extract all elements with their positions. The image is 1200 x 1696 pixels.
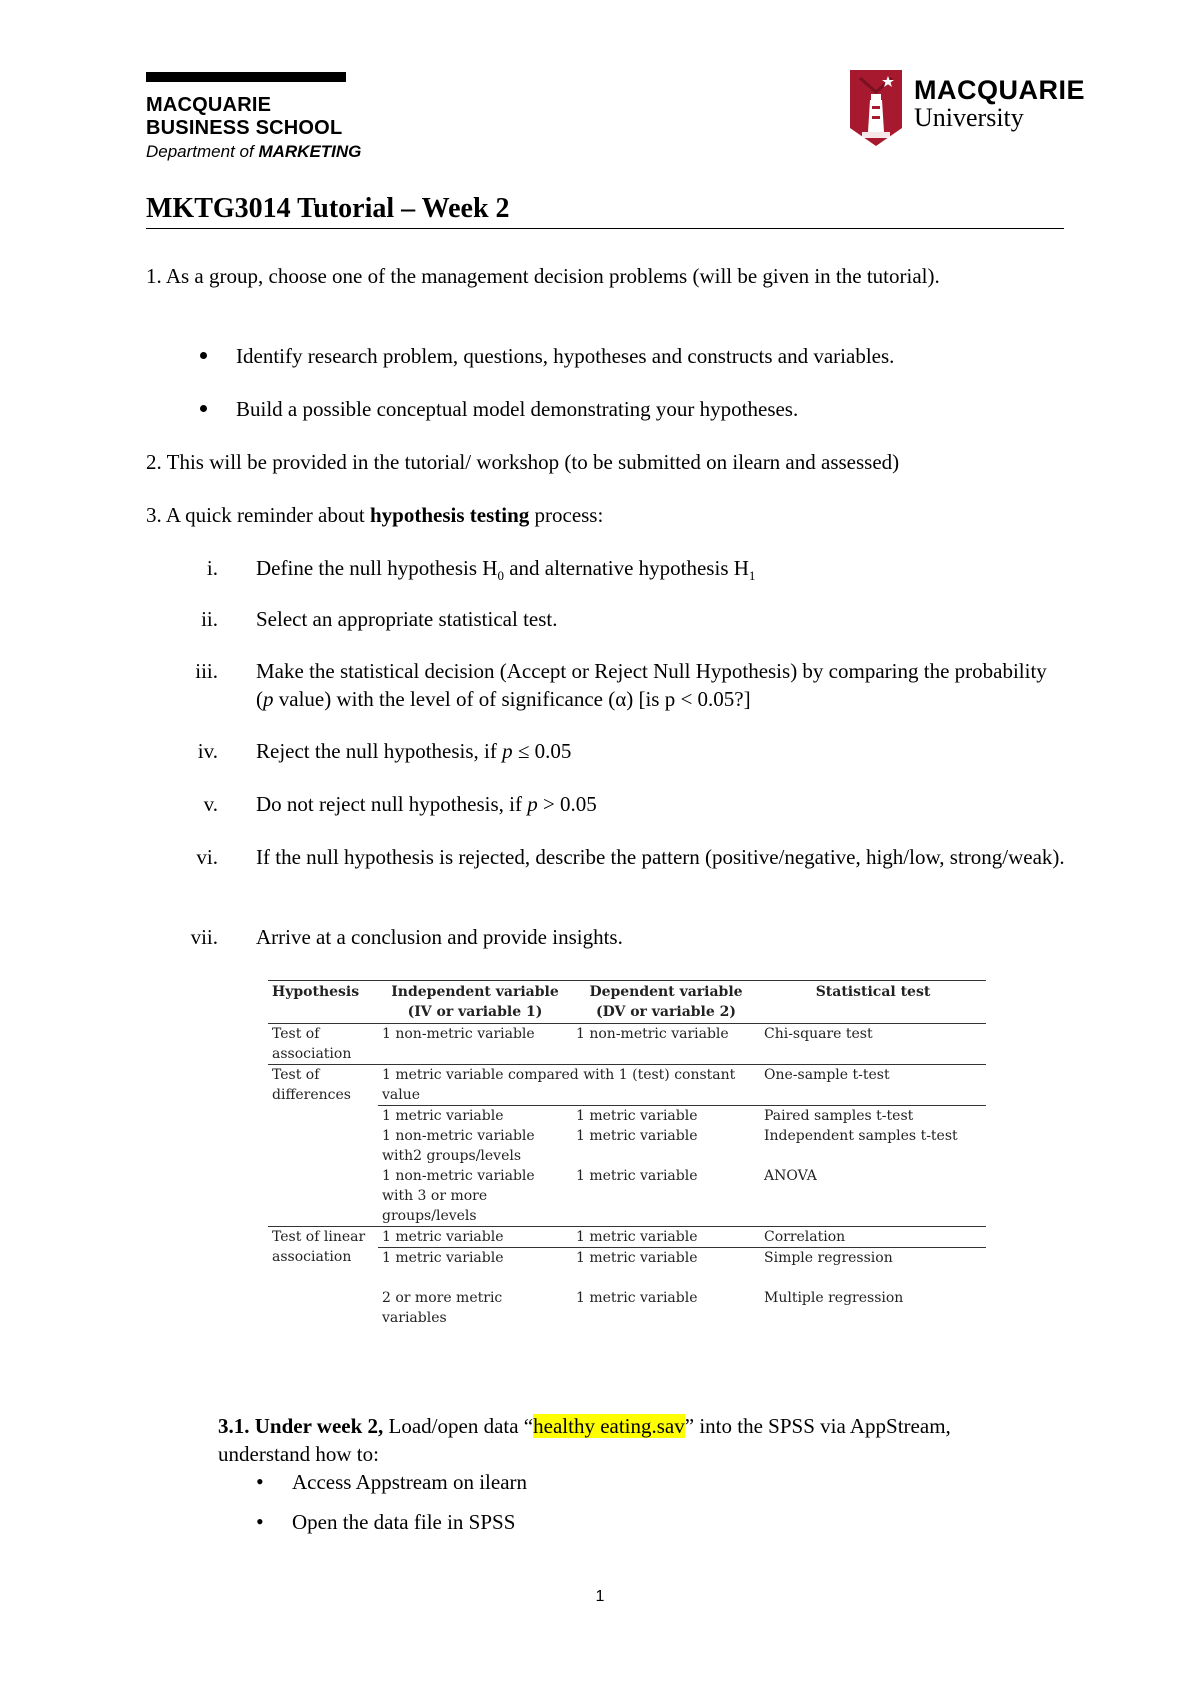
item-1-bullet-1: Identify research problem, questions, hypotheses and constructs and variables. [236, 344, 895, 368]
cell-dv: 1 metric variable [576, 1128, 698, 1144]
step-number: ii. [201, 607, 218, 631]
cell-iv: 1 metric variable [382, 1229, 504, 1245]
step-number: iv. [197, 739, 218, 763]
cell-test: Correlation [764, 1229, 846, 1245]
step-4-text [256, 737, 1066, 765]
cell-test: ANOVA [764, 1168, 817, 1184]
step-text: Do not reject null hypothesis, if [256, 792, 528, 816]
step-subscript: 0 [497, 568, 504, 584]
step-number: vii. [190, 925, 218, 949]
file-name-highlight: healthy eating.sav [533, 1414, 685, 1438]
cell-test: Chi-square test [764, 1026, 873, 1042]
item-3-bold: hypothesis testing [369, 503, 530, 527]
cell-dv: 1 non-metric variable [576, 1026, 729, 1042]
step-3-text [256, 657, 1066, 713]
cell-dv: 1 metric variable [576, 1229, 698, 1245]
logo-bar [146, 72, 346, 82]
table-row [268, 1024, 986, 1065]
step-text: ≤ 0.05 [512, 739, 572, 763]
cell-test: Paired samples t-test [760, 1106, 986, 1127]
step-text: Reject the null hypothesis, if [256, 739, 503, 763]
cell-hypothesis: Test of differences [272, 1067, 351, 1103]
table-row [268, 1065, 986, 1106]
step-number: v. [203, 792, 218, 816]
step-text: > 0.05 [537, 792, 597, 816]
cell-hypothesis: Test of association [272, 1026, 352, 1062]
step-italic: p [502, 739, 513, 763]
section-3-1-text [218, 1412, 978, 1468]
section-3-1-text-a: Load/open data “ [383, 1414, 534, 1438]
step-5-text [256, 790, 1066, 818]
section-3-1-bullet-2: Open the data file in SPSS [292, 1510, 516, 1534]
university-name: MACQUARIE [914, 75, 1085, 105]
header-independent: Independent variable (IV or variable 1) [391, 984, 559, 1020]
university-sub: University [914, 103, 1024, 132]
step-1-text [256, 554, 1066, 590]
dept-name: MARKETING [258, 142, 362, 161]
step-italic: p [263, 687, 274, 711]
cell-iv: 1 non-metric variable with2 groups/levels [382, 1128, 535, 1164]
page-number: 1 [595, 1588, 605, 1605]
university-logo [850, 70, 1085, 146]
cell-dv: 1 metric variable [572, 1106, 760, 1127]
cell-iv: 1 metric variable [378, 1248, 572, 1289]
step-7-text: Arrive at a conclusion and provide insights. [256, 925, 623, 949]
item-2-text: 2. This will be provided in the tutorial/ workshop (to be submitted on ilearn and assessed) [146, 450, 900, 474]
item-3-suffix: process: [529, 503, 604, 527]
step-text: Define the null hypothesis H [256, 556, 498, 580]
logo-school-line1: MACQUARIE [146, 94, 272, 116]
cell-iv-dv: 1 metric variable compared with 1 (test) constant value [382, 1067, 736, 1103]
bullet-dot-icon: • [256, 1509, 264, 1534]
section-3-1-bullet-1: Access Appstream on ilearn [292, 1470, 528, 1494]
item-1-bullet-2: Build a possible conceptual model demonstrating your hypotheses. [236, 397, 799, 421]
cell-iv: 1 metric variable [378, 1106, 572, 1127]
table-row [268, 1227, 986, 1248]
section-3-1-text-b: ” into the SPSS via AppStream, understand how to: [218, 1414, 951, 1466]
step-6-text: If the null hypothesis is rejected, describe the pattern (positive/negative, high/low, strong/weak). [256, 845, 1065, 869]
business-school-logo [146, 72, 361, 164]
university-wordmark [914, 76, 1085, 132]
step-italic: p [527, 792, 538, 816]
cell-iv: 2 or more metric variables [382, 1290, 503, 1326]
cell-test: One-sample t-test [764, 1067, 890, 1083]
table-header-row [268, 981, 986, 1024]
bullet-dot-icon [200, 405, 207, 412]
cell-test: Multiple regression [764, 1290, 904, 1306]
step-number: vi. [196, 845, 218, 869]
logo-department [146, 140, 361, 164]
step-2-text: Select an appropriate statistical test. [256, 607, 558, 631]
item-3-prefix: 3. A quick reminder about [146, 503, 370, 527]
step-text: Make the statistical decision (Accept or Reject Null Hypothesis) by comparing the probability ( [256, 659, 1047, 711]
cell-iv: 1 non-metric variable [382, 1026, 535, 1042]
bullet-dot-icon [200, 352, 207, 359]
document-title: MKTG3014 Tutorial – Week 2 [146, 192, 1064, 229]
cell-dv: 1 metric variable [572, 1248, 760, 1289]
cell-test: Independent samples t-test [764, 1128, 958, 1144]
cell-dv: 1 metric variable [576, 1168, 698, 1184]
step-text: and alternative hypothesis H [503, 556, 749, 580]
header-hypothesis: Hypothesis [272, 984, 360, 1000]
section-3-1-bold: 3.1. Under week 2, [218, 1414, 384, 1438]
step-text: value) with the level of of significance (α) [is p < 0.05?] [273, 687, 751, 711]
dept-prefix: Department of [146, 142, 254, 161]
item-3-text [146, 501, 1064, 529]
bullet-dot-icon: • [256, 1469, 264, 1494]
cell-test: Simple regression [760, 1248, 986, 1289]
step-number: iii. [195, 659, 218, 683]
header-dependent: Dependent variable (DV or variable 2) [589, 984, 743, 1020]
item-1-text: 1. As a group, choose one of the management decision problems (will be given in the tutorial). [146, 264, 940, 288]
header-test: Statistical test [815, 984, 931, 1000]
step-number: i. [206, 556, 218, 580]
cell-iv: 1 non-metric variable with 3 or more groups/levels [382, 1168, 535, 1224]
cell-hypothesis: Test of linear association [272, 1229, 366, 1265]
statistical-test-table [268, 980, 986, 1328]
lighthouse-crest-icon [850, 70, 902, 146]
cell-dv: 1 metric variable [576, 1290, 698, 1306]
logo-school-line2: BUSINESS SCHOOL [146, 117, 343, 139]
step-subscript: 1 [748, 568, 756, 584]
